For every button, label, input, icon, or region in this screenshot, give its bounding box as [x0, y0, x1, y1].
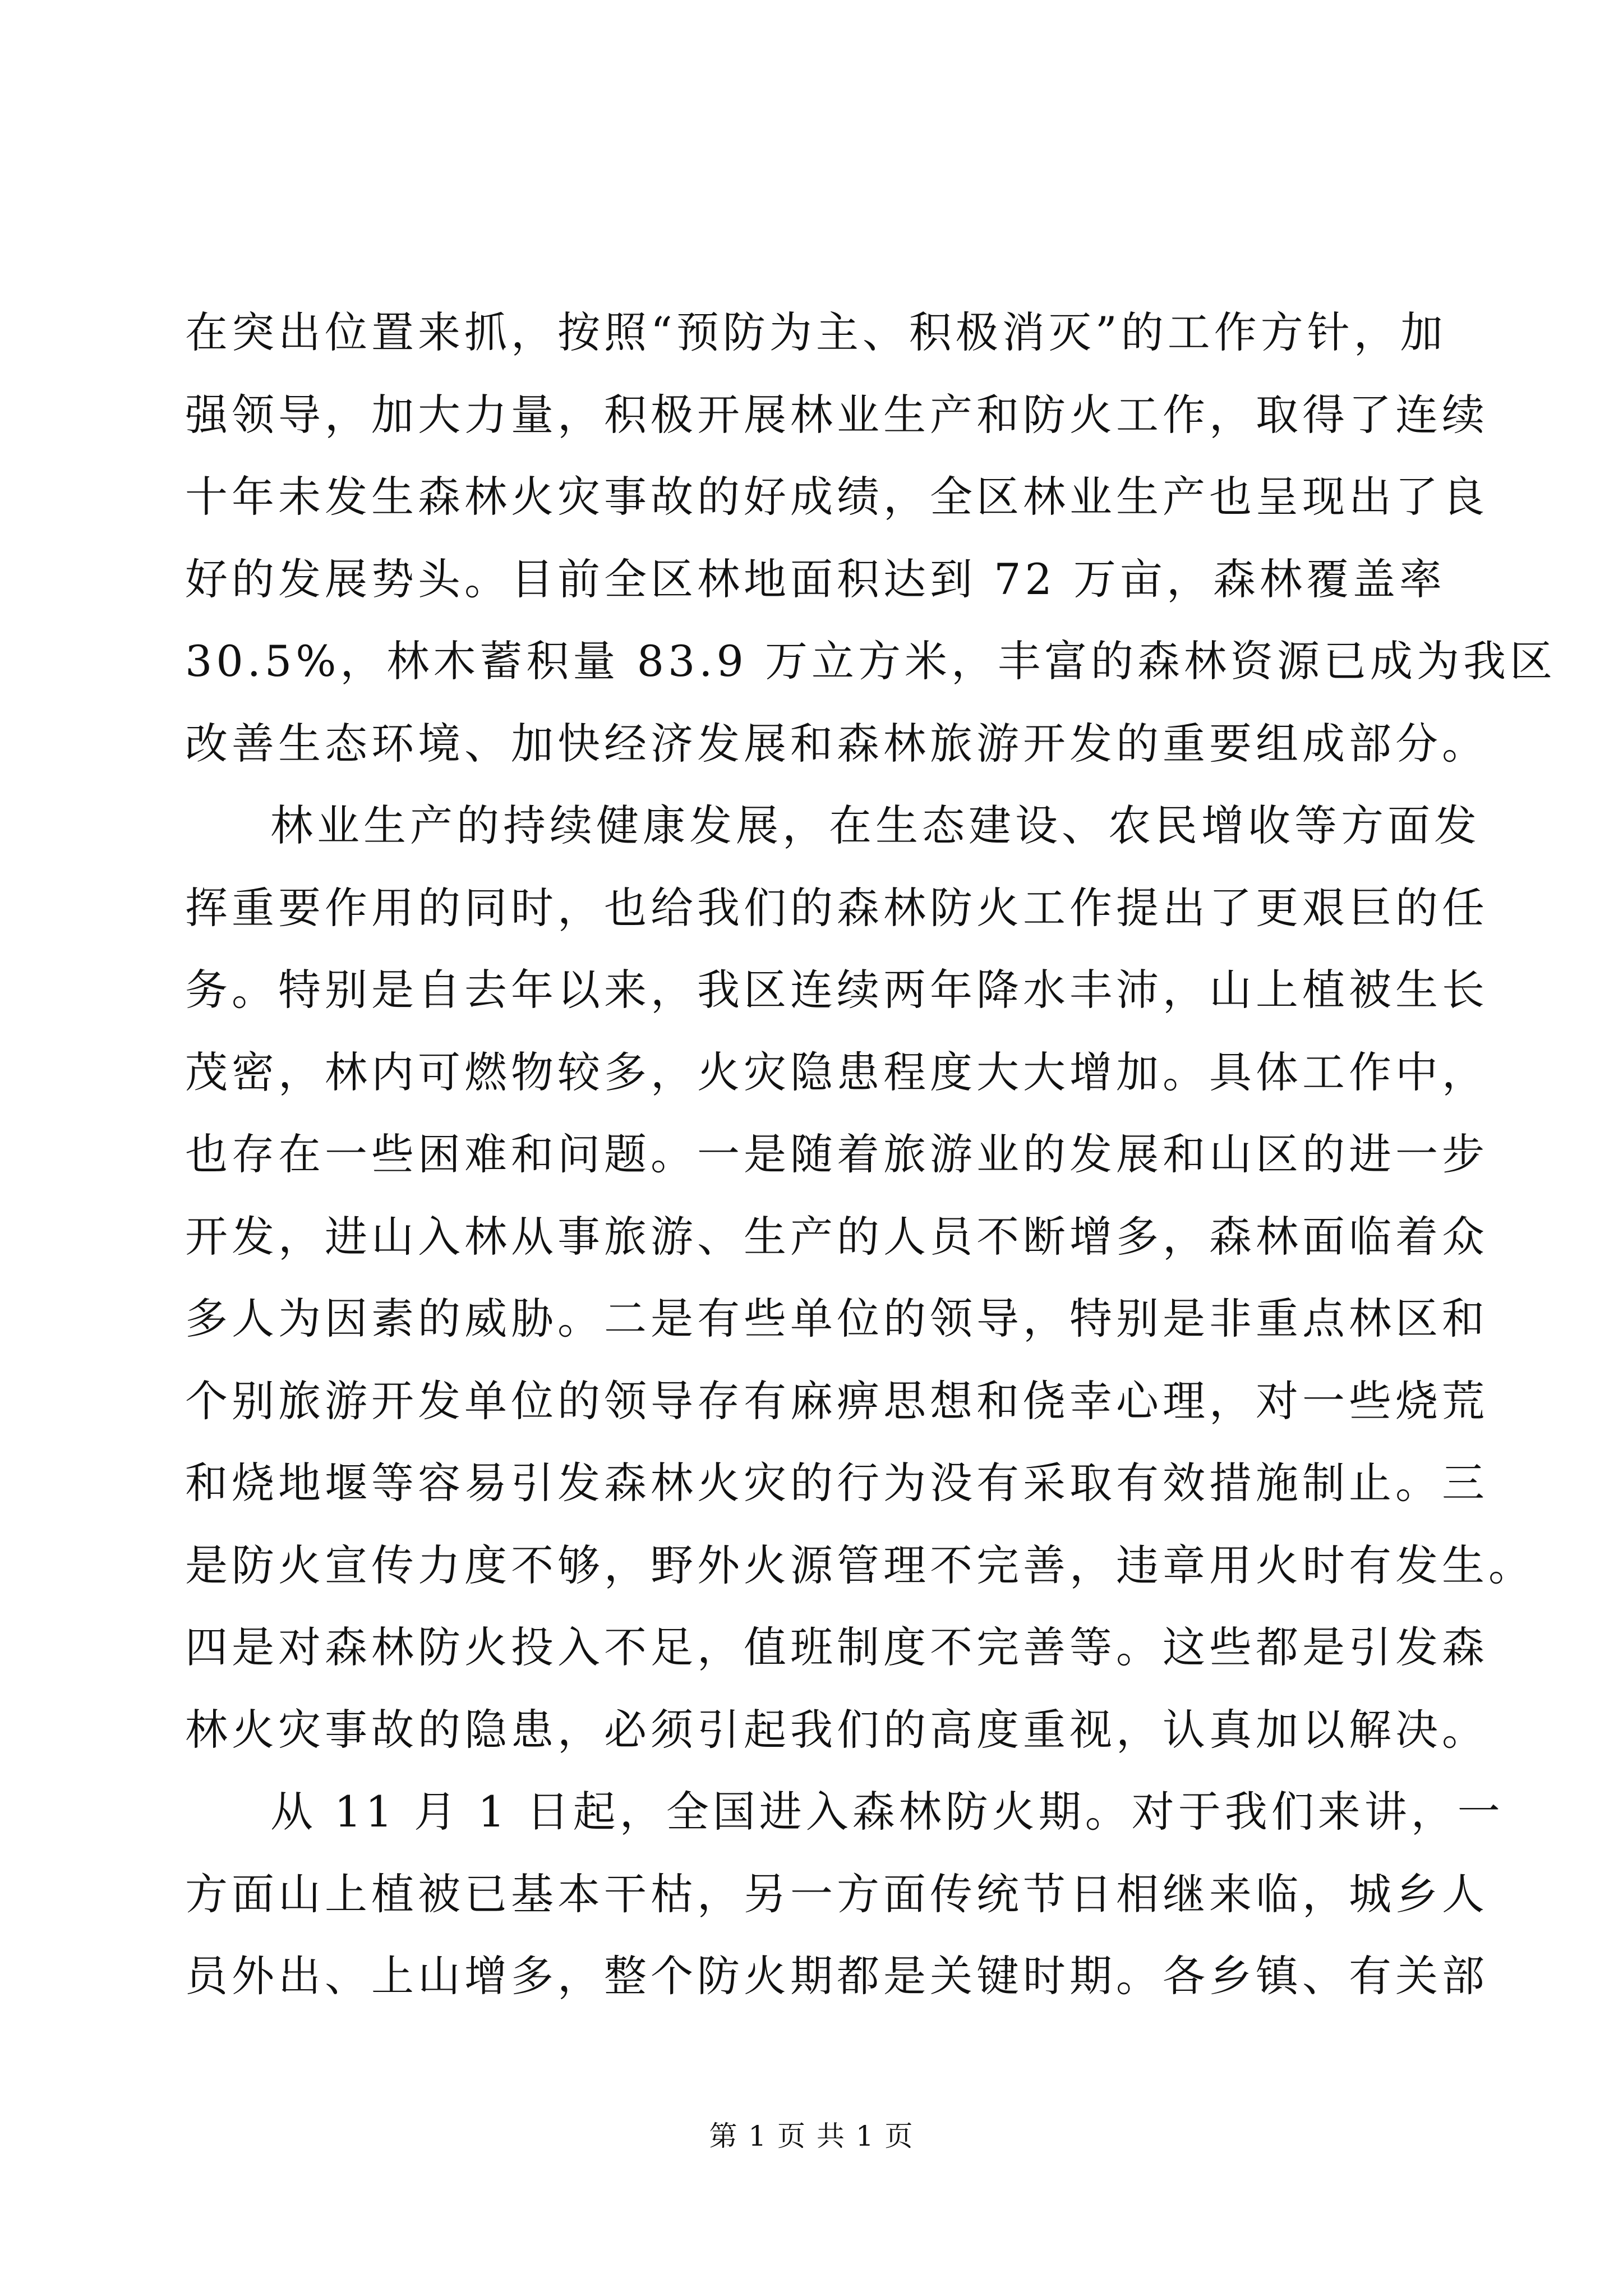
text-line: 茂密，林内可燃物较多，火灾隐患程度大大增加。具体工作中， — [185, 1047, 1488, 1097]
text-line: 方面山上植被已基本干枯，另一方面传统节日相继来临，城乡人 — [185, 1869, 1488, 1919]
page-footer: 第 1 页 共 1 页 — [709, 2120, 914, 2152]
text-line: 个别旅游开发单位的领导存有麻痹思想和侥幸心理，对一些烧荒 — [185, 1375, 1488, 1426]
text-line: 十年未发生森林火灾事故的好成绩，全区林业生产也呈现出了良 — [185, 472, 1488, 522]
text-line: 在突出位置来抓，按照“预防为主、积极消灭”的工作方针，加 — [185, 307, 1447, 357]
text-line: 好的发展势头。目前全区林地面积达到 72 万亩，森林覆盖率 — [185, 554, 1446, 604]
text-line: 从 11 月 1 日起，全国进入森林防火期。对于我们来讲，一 — [270, 1787, 1504, 1837]
text-line: 开发，进山入林从事旅游、生产的人员不断增多，森林面临着众 — [185, 1211, 1488, 1262]
text-line: 林火灾事故的隐患，必须引起我们的高度重视，认真加以解决。 — [185, 1704, 1488, 1755]
text-line: 强领导，加大力量，积极开展林业生产和防火工作，取得了连续 — [185, 389, 1488, 440]
text-line: 挥重要作用的同时，也给我们的森林防火工作提出了更艰巨的任 — [185, 882, 1488, 933]
text-line: 是防火宣传力度不够，野外火源管理不完善，违章用火时有发生。 — [185, 1540, 1535, 1590]
text-line: 改善生态环境、加快经济发展和森林旅游开发的重要组成部分。 — [185, 718, 1488, 769]
text-line: 林业生产的持续健康发展，在生态建设、农民增收等方面发 — [270, 800, 1481, 850]
text-line: 30.5%，林木蓄积量 83.9 万立方米，丰富的森林资源已成为我区 — [185, 636, 1556, 686]
document-body — [185, 292, 1556, 2018]
text-line: 多人为因素的威胁。二是有些单位的领导，特别是非重点林区和 — [185, 1294, 1488, 1343]
text-line: 员外出、上山增多，整个防火期都是关键时期。各乡镇、有关部 — [185, 1951, 1488, 2001]
text-line: 和烧地堰等容易引发森林火灾的行为没有采取有效措施制止。三 — [185, 1458, 1488, 1508]
text-line: 务。特别是自去年以来，我区连续两年降水丰沛，山上植被生长 — [185, 965, 1488, 1015]
text-line: 四是对森林防火投入不足，值班制度不完善等。这些都是引发森 — [185, 1622, 1488, 1672]
text-line: 也存在一些困难和问题。一是随着旅游业的发展和山区的进一步 — [185, 1129, 1488, 1179]
